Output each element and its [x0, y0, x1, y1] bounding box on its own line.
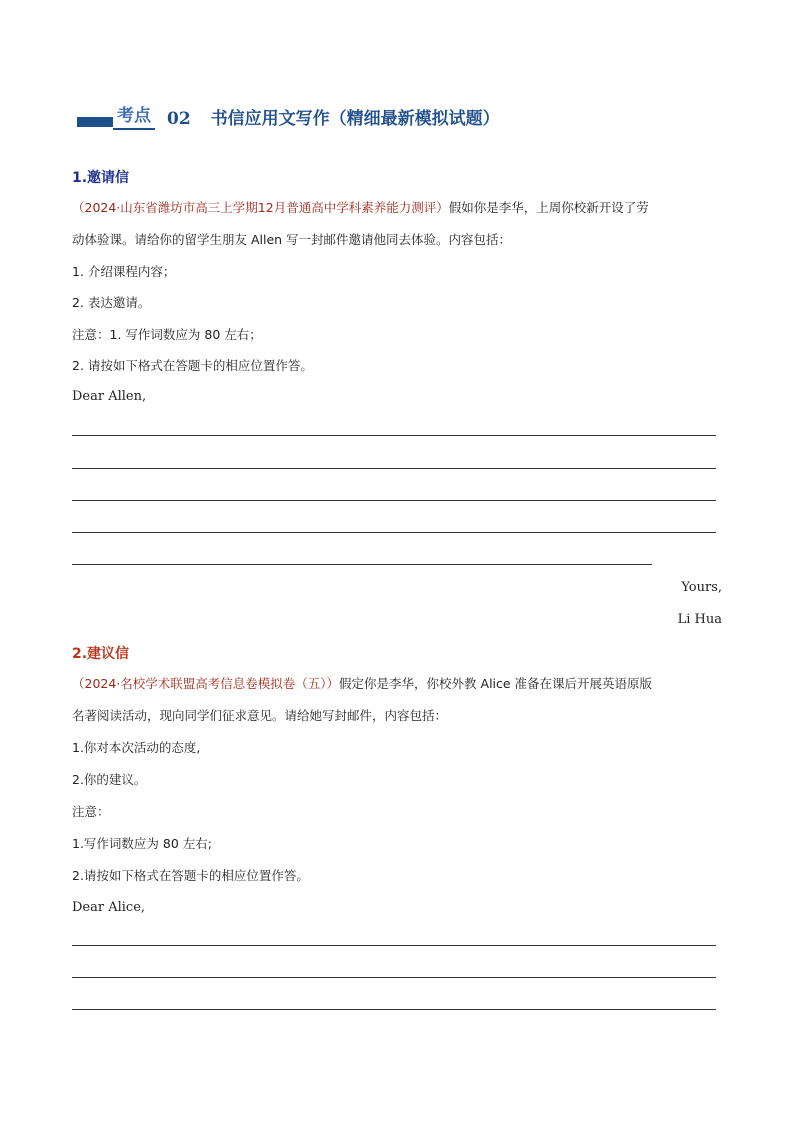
- answer-line: [72, 564, 652, 565]
- answer-line: [72, 945, 716, 946]
- answer-line: [72, 1009, 716, 1010]
- section1-point2: 2. 表达邀请。: [72, 295, 151, 310]
- section1-signature: Li Hua: [677, 612, 722, 627]
- section2-prompt-line1-rest: 假定你是李华，你校外教 Alice 准备在课后开展英语原版: [339, 676, 653, 691]
- section1-point1: 1. 介绍课程内容；: [72, 264, 176, 279]
- section2-salutation: Dear Alice,: [72, 900, 146, 915]
- section2-note1: 1.写作词数应为 80 左右;: [72, 836, 212, 851]
- section2-prompt-line1: [72, 675, 722, 693]
- answer-line: [72, 435, 716, 436]
- header-title: 书信应用文写作（精细最新模拟试题）: [210, 109, 500, 129]
- section2-source: （2024·名校学术联盟高考信息卷模拟卷（五））: [72, 676, 340, 691]
- section1-prompt-line2: 动体验课。请给你的留学生朋友 Allen 写一封邮件邀请他同去体验。内容包括：: [72, 232, 512, 247]
- section1-title: 1.邀请信: [72, 170, 130, 186]
- answer-line: [72, 977, 716, 978]
- section1-source: （2024·山东省潍坊市高三上学期12月普通高中学科素养能力测评）: [72, 200, 449, 215]
- header-tag: 考点: [113, 105, 155, 130]
- answer-line: [72, 468, 716, 469]
- section2-note2: 2.请按如下格式在答题卡的相应位置作答。: [72, 868, 309, 883]
- section1-note1: 注意：1. 写作词数应为 80 左右；: [72, 327, 262, 342]
- header-bar-decoration: [77, 117, 113, 127]
- section1-closing: Yours,: [681, 580, 722, 595]
- section2-point1: 1.你对本次活动的态度,: [72, 740, 201, 755]
- section1-salutation: Dear Allen,: [72, 389, 147, 404]
- header-number: 02: [167, 109, 191, 129]
- section-header: [77, 104, 500, 130]
- section2-title: 2.建议信: [72, 646, 130, 662]
- section1-prompt-line1-rest: 假如你是李华，上周你校新开设了劳: [448, 200, 649, 215]
- section2-prompt-line2: 名著阅读活动，现向同学们征求意见。请给她写封邮件，内容包括：: [72, 708, 448, 723]
- answer-line: [72, 532, 716, 533]
- section1-note2: 2. 请按如下格式在答题卡的相应位置作答。: [72, 358, 313, 373]
- section2-point2: 2.你的建议。: [72, 772, 147, 787]
- section1-prompt-line1: [72, 199, 722, 217]
- section2-note-label: 注意：: [72, 804, 110, 819]
- answer-line: [72, 500, 716, 501]
